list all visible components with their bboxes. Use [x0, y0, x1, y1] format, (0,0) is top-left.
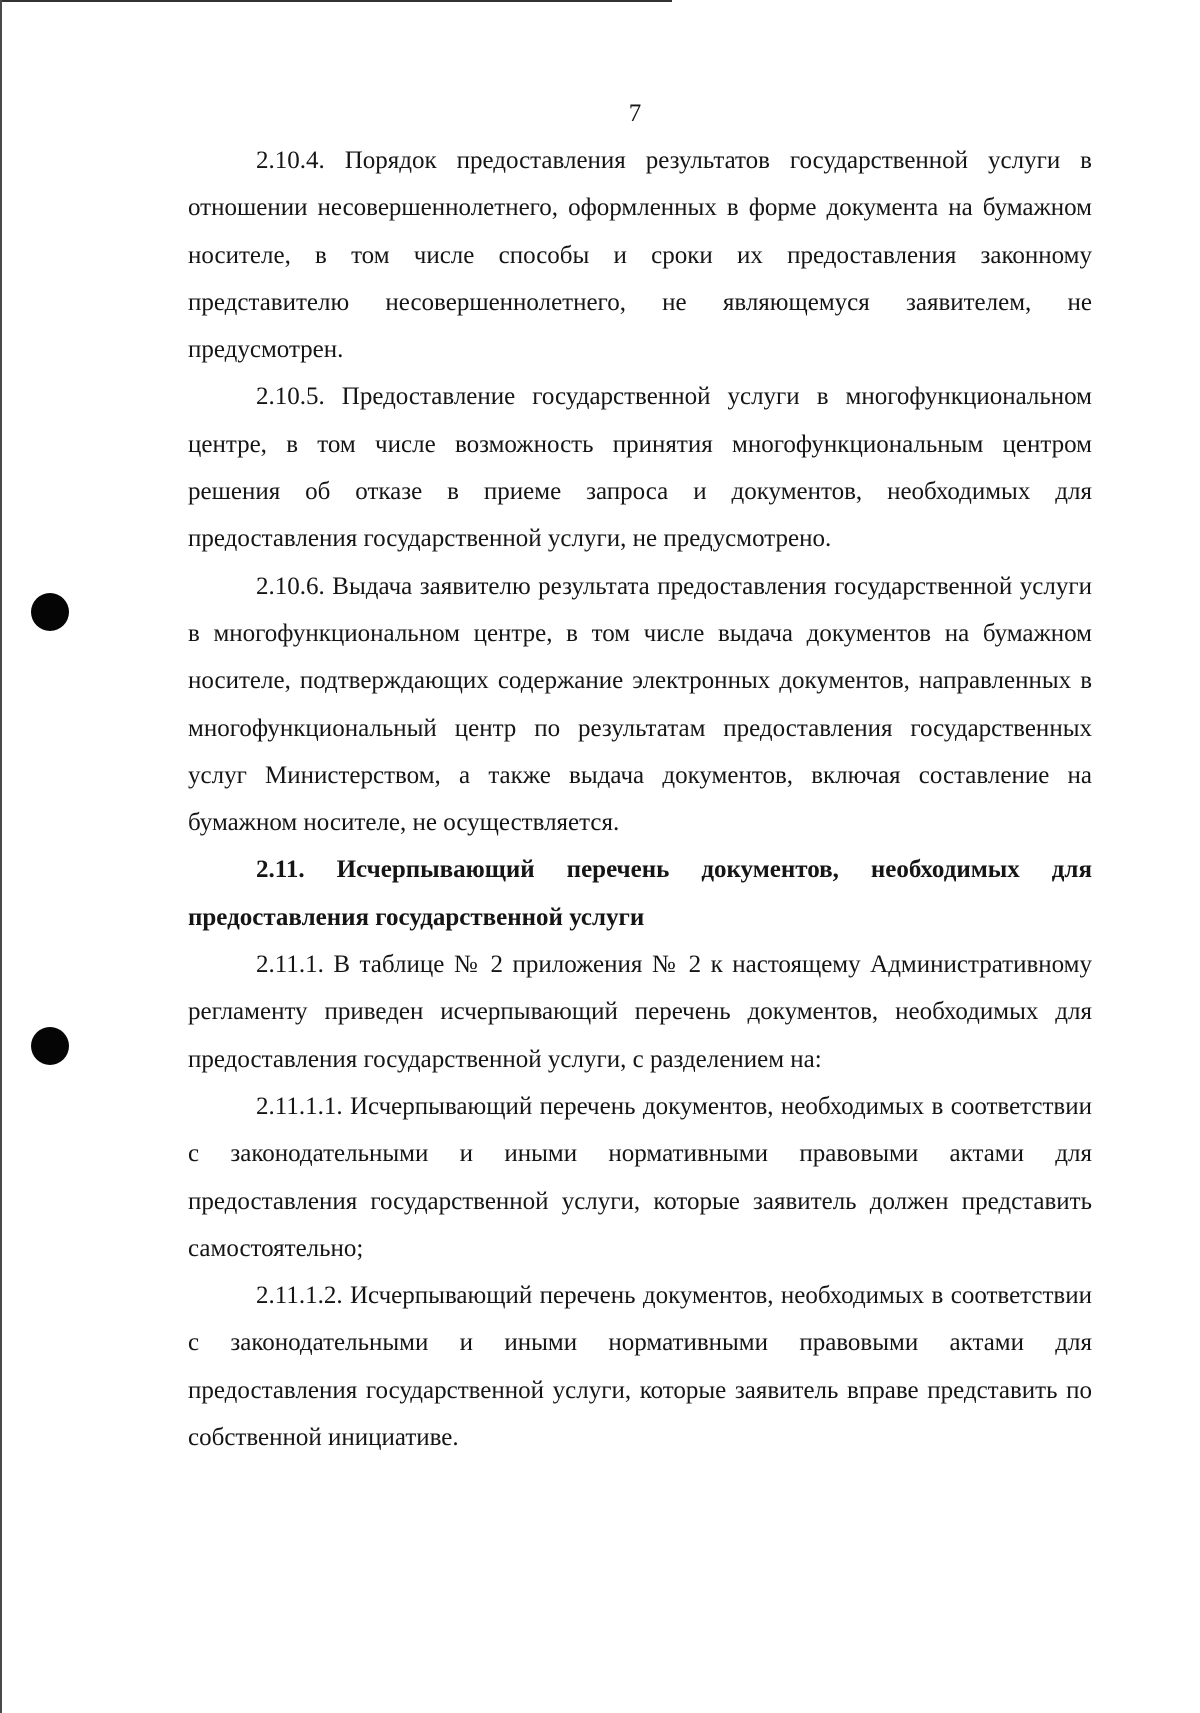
scan-left-edge [0, 0, 2, 1713]
paragraph-2-10-6: 2.10.6. Выдача заявителю результата предоставления государственной услуги в многофункциональном центре, в том числе выдача документов на бумажном носителе, подтверждающих содержание электронных документов, направленных в многофункциональный центр по результатам предоставления государственных услуг Министерством, а также выдача документов, включая составление на бумажном носителе, не осуществляется. [188, 572, 1092, 837]
scan-top-edge [0, 0, 672, 2]
section-heading-2-11: 2.11. Исчерпывающий перечень документов, необходимых для предоставления государственной услуги [188, 856, 1092, 931]
binder-hole-lower [31, 1027, 69, 1065]
paragraph-2-11-1-2: 2.11.1.2. Исчерпывающий перечень документов, необходимых в соответствии с законодательными и иными нормативными правовыми актами для предоставления государственной услуги, которые заявитель вправе представить по собственной инициативе. [188, 1282, 1092, 1452]
page-number: 7 [628, 100, 642, 127]
paragraph-2-11-1-1: 2.11.1.1. Исчерпывающий перечень документов, необходимых в соответствии с законодательными и иными нормативными правовыми актами для предоставления государственной услуги, которые заявитель должен представить самостоятельно; [188, 1092, 1092, 1262]
document-body [188, 137, 1092, 1461]
binder-hole-upper [31, 593, 69, 631]
paragraph-2-10-5: 2.10.5. Предоставление государственной услуги в многофункциональном центре, в том числе возможность принятия многофункциональным центром решения об отказе в приеме запроса и документов, необходимых для предоставления государственной услуги, не предусмотрено. [188, 383, 1092, 553]
paragraph-2-10-4: 2.10.4. Порядок предоставления результатов государственной услуги в отношении несовершеннолетнего, оформленных в форме документа на бумажном носителе, в том числе способы и сроки их предоставления законному представителю несовершеннолетнего, не являющемуся заявителем, не предусмотрен. [188, 147, 1092, 364]
paragraph-2-11-1: 2.11.1. В таблице № 2 приложения № 2 к настоящему Административному регламенту приведен исчерпывающий перечень документов, необходимых для предоставления государственной услуги, с разделением на: [188, 951, 1092, 1073]
